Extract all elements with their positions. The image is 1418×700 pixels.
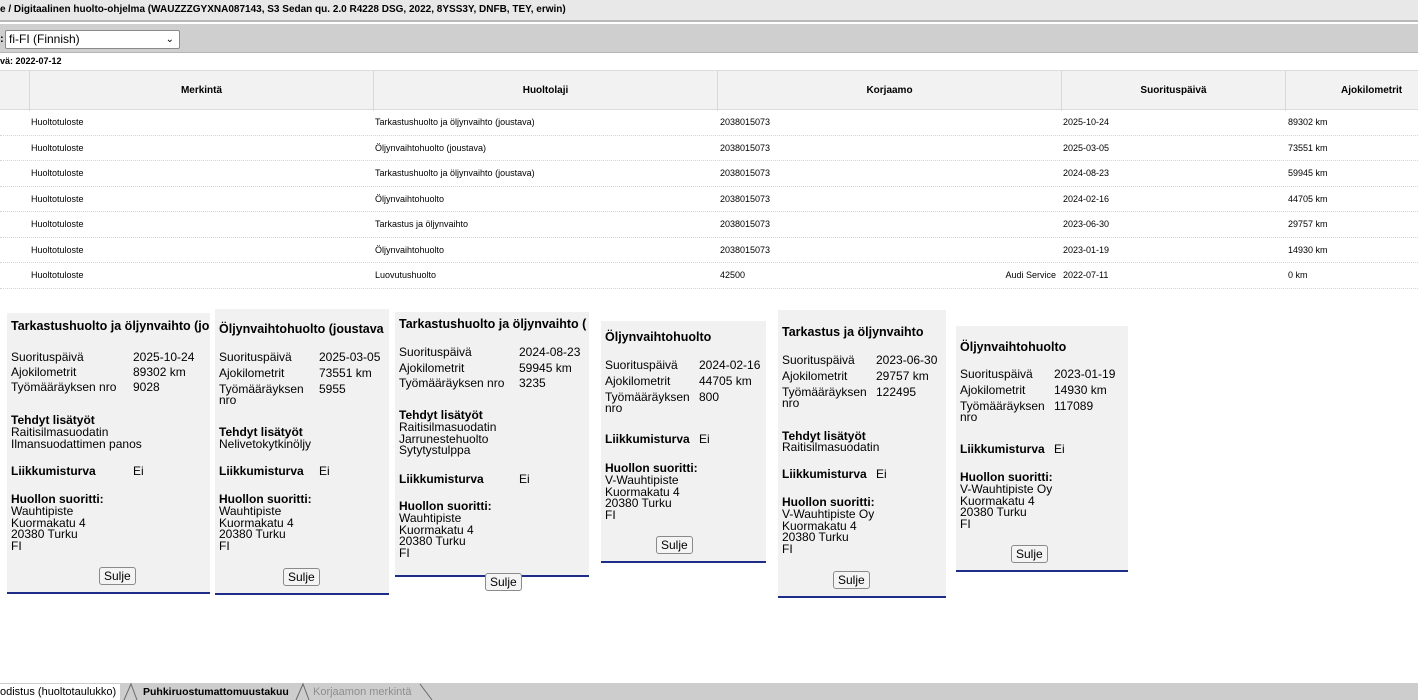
- value-tyomaarays: 9028: [133, 380, 160, 394]
- cell-huoltolaji: Öljynvaihtohuolto (joustava): [375, 142, 487, 153]
- value-suorituspaiva: 2024-02-16: [699, 358, 761, 372]
- label-tyomaarays: Työmääräyksen: [782, 385, 867, 399]
- cell-merkinta: Huoltotuloste: [31, 168, 84, 178]
- label-suorituspaiva: Suorituspäivä: [605, 358, 678, 372]
- section-lisatyot: Tehdyt lisätyöt: [11, 413, 95, 427]
- cell-huoltolaji: Tarkastushuolto ja öljynvaihto (joustava): [375, 117, 535, 127]
- label-ajokilometrit: Ajokilometrit: [399, 361, 465, 375]
- service-detail-popup: [215, 309, 389, 595]
- extra-work-item: Sytytystulppa: [399, 443, 471, 457]
- extra-work-item: Raitisilmasuodatin: [782, 440, 880, 454]
- value-ajokilometrit: 59945 km: [519, 361, 572, 375]
- label-liikkumisturva: Liikkumisturva: [782, 467, 867, 481]
- cell-suorituspaiva: 2022-07-11: [1063, 270, 1109, 280]
- language-bar: [0, 24, 1418, 53]
- label-ajokilometrit: Ajokilometrit: [782, 369, 848, 383]
- close-button[interactable]: Sulje: [99, 567, 136, 585]
- cell-suorituspaiva: 2023-01-19: [1063, 244, 1110, 255]
- table-row[interactable]: [0, 212, 1418, 238]
- header-huoltolaji[interactable]: Huoltolaji: [373, 71, 717, 111]
- label-suorituspaiva: Suorituspäivä: [11, 350, 84, 364]
- performer-line: Wauhtipiste: [399, 511, 462, 525]
- service-table: [0, 70, 1418, 289]
- value-ajokilometrit: 29757 km: [876, 369, 929, 383]
- cell-ajokilometrit: 89302 km: [1288, 117, 1328, 127]
- cell-ajokilometrit: 0 km: [1288, 270, 1308, 280]
- service-detail-popup: [7, 313, 210, 594]
- label-liikkumisturva: Liikkumisturva: [399, 472, 484, 486]
- label-liikkumisturva: Liikkumisturva: [11, 464, 96, 478]
- table-row[interactable]: [0, 263, 1418, 289]
- cell-suorituspaiva: 2024-02-16: [1063, 193, 1110, 204]
- table-row[interactable]: [0, 161, 1418, 187]
- label-tyomaarays-nro: nro: [605, 401, 623, 415]
- performer-line: V-Wauhtipiste Oy: [960, 482, 1053, 496]
- cell-huoltolaji: Luovutushuolto: [375, 270, 437, 280]
- window-title: e / Digitaalinen huolto-ohjelma (WAUZZZGYXNA087143, S3 Sedan qu. 2.0 R4228 DSG, 2022, 8YSS3Y, DNFB, TEY, erwin): [0, 4, 566, 15]
- label-tyomaarays: Työmääräyksen nro: [399, 376, 505, 390]
- label-ajokilometrit: Ajokilometrit: [219, 366, 285, 380]
- cell-huoltolaji: Öljynvaihtohuolto: [375, 193, 445, 204]
- performer-line: FI: [219, 538, 230, 553]
- label-ajokilometrit: Ajokilometrit: [960, 383, 1026, 397]
- cell-korjaamo: 2038015073: [720, 193, 771, 204]
- performer-line: 20380 Turku: [219, 527, 286, 541]
- bottom-tab: Korjaamon merkintä: [313, 686, 412, 698]
- label-liikkumisturva: Liikkumisturva: [605, 432, 690, 446]
- value-tyomaarays: 3235: [519, 376, 546, 390]
- extra-work-item: Raitisilmasuodatin: [399, 420, 497, 434]
- cell-korjaamo: 2038015073: [720, 142, 771, 153]
- popup-title: Öljynvaihtohuolto (joustava: [219, 322, 384, 336]
- label-tyomaarays: Työmääräyksen nro: [11, 380, 117, 394]
- label-tyomaarays-nro: nro: [219, 393, 237, 407]
- table-row[interactable]: [0, 238, 1418, 264]
- cell-merkinta: Huoltotuloste: [31, 219, 84, 229]
- header-spacer: [0, 71, 29, 111]
- performer-line: Kuormakatu 4: [219, 515, 294, 530]
- section-suoritti: Huollon suoritti:: [219, 492, 312, 506]
- cell-suorituspaiva: 2025-03-05: [1063, 142, 1110, 153]
- value-tyomaarays: 800: [699, 390, 720, 404]
- performer-line: Kuormakatu 4: [960, 493, 1035, 508]
- extra-work-item: Nelivetokytkinöljy: [219, 437, 312, 451]
- performer-line: Wauhtipiste: [219, 504, 282, 518]
- value-suorituspaiva: 2025-10-24: [133, 350, 195, 364]
- chevron-down-icon: ⌄: [165, 34, 174, 45]
- label-suorituspaiva: Suorituspäivä: [960, 367, 1033, 381]
- label-ajokilometrit: Ajokilometrit: [11, 365, 77, 379]
- language-select[interactable]: [5, 30, 180, 49]
- extra-work-item: Jarrunestehuolto: [399, 431, 489, 446]
- cell-huoltolaji: Tarkastushuolto ja öljynvaihto (joustava): [375, 168, 535, 178]
- popup-title: Öljynvaihtohuolto: [960, 340, 1067, 354]
- close-button[interactable]: Sulje: [656, 536, 693, 554]
- service-detail-popup: [956, 326, 1128, 572]
- table-row[interactable]: [0, 136, 1418, 162]
- language-selected-value: fi-FI (Finnish): [9, 32, 80, 46]
- value-tyomaarays: 5955: [319, 382, 346, 396]
- header-korjaamo[interactable]: Korjaamo: [717, 71, 1061, 111]
- cell-merkinta: Huoltotuloste: [31, 142, 84, 153]
- cell-ajokilometrit: 59945 km: [1288, 168, 1328, 178]
- extra-work-item: Raitisilmasuodatin: [11, 425, 109, 439]
- section-lisatyot: Tehdyt lisätyöt: [219, 425, 303, 439]
- performer-line: 20380 Turku: [960, 505, 1027, 519]
- label-ajokilometrit: Ajokilometrit: [605, 374, 671, 388]
- cell-suorituspaiva: 2024-08-23: [1063, 168, 1110, 178]
- header-suorituspaiva[interactable]: Suorituspäivä: [1061, 71, 1285, 111]
- delivery-date: vä: 2022-07-12: [0, 56, 62, 66]
- value-suorituspaiva: 2023-01-19: [1054, 367, 1116, 381]
- table-row[interactable]: [0, 187, 1418, 213]
- value-tyomaarays: 117089: [1054, 399, 1094, 413]
- bottom-tab[interactable]: Puhkiruostumattomuustakuu: [143, 686, 289, 698]
- table-row[interactable]: [0, 110, 1418, 136]
- cell-korjaamo: 2038015073: [720, 168, 771, 178]
- section-suoritti: Huollon suoritti:: [960, 470, 1053, 484]
- cell-korjaamo: 2038015073: [720, 117, 771, 127]
- value-suorituspaiva: 2025-03-05: [319, 350, 381, 364]
- value-suorituspaiva: 2023-06-30: [876, 353, 938, 367]
- cell-merkinta: Huoltotuloste: [31, 270, 84, 280]
- performer-line: 20380 Turku: [11, 527, 78, 541]
- section-suoritti: Huollon suoritti:: [399, 499, 492, 513]
- cell-suorituspaiva: 2023-06-30: [1063, 219, 1110, 229]
- cell-suorituspaiva: 2025-10-24: [1063, 117, 1110, 127]
- header-ajokilometrit[interactable]: Ajokilometrit: [1285, 71, 1418, 111]
- performer-line: Wauhtipiste: [11, 504, 74, 518]
- popup-title: Tarkastushuolto ja öljynvaihto (: [399, 317, 587, 331]
- value-liikkumisturva: Ei: [876, 467, 887, 481]
- section-lisatyot: Tehdyt lisätyöt: [782, 429, 866, 443]
- performer-line: Kuormakatu 4: [399, 522, 474, 537]
- value-ajokilometrit: 89302 km: [133, 365, 186, 379]
- performer-line: 20380 Turku: [782, 530, 849, 544]
- performer-line: FI: [399, 545, 410, 560]
- performer-line: FI: [605, 507, 616, 522]
- window-title-bar: [0, 0, 1418, 22]
- popup-title: Tarkastushuolto ja öljynvaihto (jo: [11, 319, 210, 333]
- value-liikkumisturva: Ei: [133, 464, 144, 478]
- cell-korjaamo-name: Audi Service: [1005, 270, 1056, 280]
- performer-line: V-Wauhtipiste: [605, 473, 679, 487]
- tab-separators: [0, 683, 440, 700]
- section-suoritti: Huollon suoritti:: [782, 495, 875, 509]
- label-tyomaarays: Työmääräyksen: [219, 382, 304, 396]
- performer-line: FI: [960, 516, 971, 531]
- label-liikkumisturva: Liikkumisturva: [219, 464, 304, 478]
- section-suoritti: Huollon suoritti:: [11, 492, 104, 506]
- value-suorituspaiva: 2024-08-23: [519, 345, 581, 359]
- label-suorituspaiva: Suorituspäivä: [399, 345, 472, 359]
- close-button[interactable]: Sulje: [1011, 545, 1048, 563]
- performer-line: Kuormakatu 4: [782, 518, 857, 533]
- value-ajokilometrit: 73551 km: [319, 366, 372, 380]
- cell-ajokilometrit: 73551 km: [1288, 142, 1328, 153]
- value-liikkumisturva: Ei: [1054, 442, 1065, 456]
- cell-ajokilometrit: 14930 km: [1288, 244, 1328, 255]
- cell-merkinta: Huoltotuloste: [31, 244, 84, 255]
- cell-korjaamo: 2038015073: [720, 219, 771, 229]
- performer-line: 20380 Turku: [399, 534, 466, 548]
- value-liikkumisturva: Ei: [319, 464, 330, 478]
- extra-work-item: Ilmansuodattimen panos: [11, 436, 142, 451]
- label-tyomaarays: Työmääräyksen: [960, 399, 1045, 413]
- cell-ajokilometrit: 29757 km: [1288, 219, 1328, 229]
- label-suorituspaiva: Suorituspäivä: [782, 353, 855, 367]
- service-detail-popup: [778, 310, 946, 598]
- cell-merkinta: Huoltotuloste: [31, 117, 84, 127]
- bottom-tab-bar: [0, 683, 1418, 700]
- service-detail-popup: [601, 321, 766, 563]
- cell-korjaamo: 2038015073: [720, 244, 771, 255]
- value-ajokilometrit: 14930 km: [1054, 383, 1107, 397]
- cell-huoltolaji: Tarkastus ja öljynvaihto: [375, 219, 469, 229]
- value-tyomaarays: 122495: [876, 385, 917, 399]
- cell-korjaamo: 42500: [720, 270, 746, 280]
- cell-huoltolaji: Öljynvaihtohuolto: [375, 244, 445, 255]
- label-liikkumisturva: Liikkumisturva: [960, 442, 1045, 456]
- section-suoritti: Huollon suoritti:: [605, 461, 698, 475]
- table-body: [0, 110, 1418, 289]
- cell-ajokilometrit: 44705 km: [1288, 193, 1328, 204]
- label-tyomaarays: Työmääräyksen: [605, 390, 690, 404]
- table-header: [0, 70, 1418, 110]
- bottom-tab[interactable]: odistus (huoltotaulukko): [0, 684, 120, 700]
- performer-line: FI: [11, 538, 22, 553]
- performer-line: Kuormakatu 4: [11, 515, 86, 530]
- language-label: :: [0, 33, 4, 45]
- label-tyomaarays-nro: nro: [960, 410, 978, 424]
- performer-line: V-Wauhtipiste Oy: [782, 507, 875, 521]
- performer-line: 20380 Turku: [605, 496, 672, 510]
- label-suorituspaiva: Suorituspäivä: [219, 350, 292, 364]
- label-tyomaarays-nro: nro: [782, 396, 800, 410]
- performer-line: Kuormakatu 4: [605, 484, 680, 499]
- value-ajokilometrit: 44705 km: [699, 374, 752, 388]
- cell-merkinta: Huoltotuloste: [31, 193, 84, 204]
- popup-title: Öljynvaihtohuolto: [605, 330, 712, 344]
- header-merkinta[interactable]: Merkintä: [29, 71, 373, 111]
- value-liikkumisturva: Ei: [699, 432, 710, 446]
- service-detail-popup: [395, 312, 589, 589]
- section-lisatyot: Tehdyt lisätyöt: [399, 408, 483, 422]
- close-button[interactable]: Sulje: [485, 573, 522, 591]
- popup-title: Tarkastus ja öljynvaihto: [782, 325, 924, 339]
- close-button[interactable]: Sulje: [283, 568, 320, 586]
- value-liikkumisturva: Ei: [519, 472, 530, 486]
- close-button[interactable]: Sulje: [833, 571, 870, 589]
- performer-line: FI: [782, 541, 793, 556]
